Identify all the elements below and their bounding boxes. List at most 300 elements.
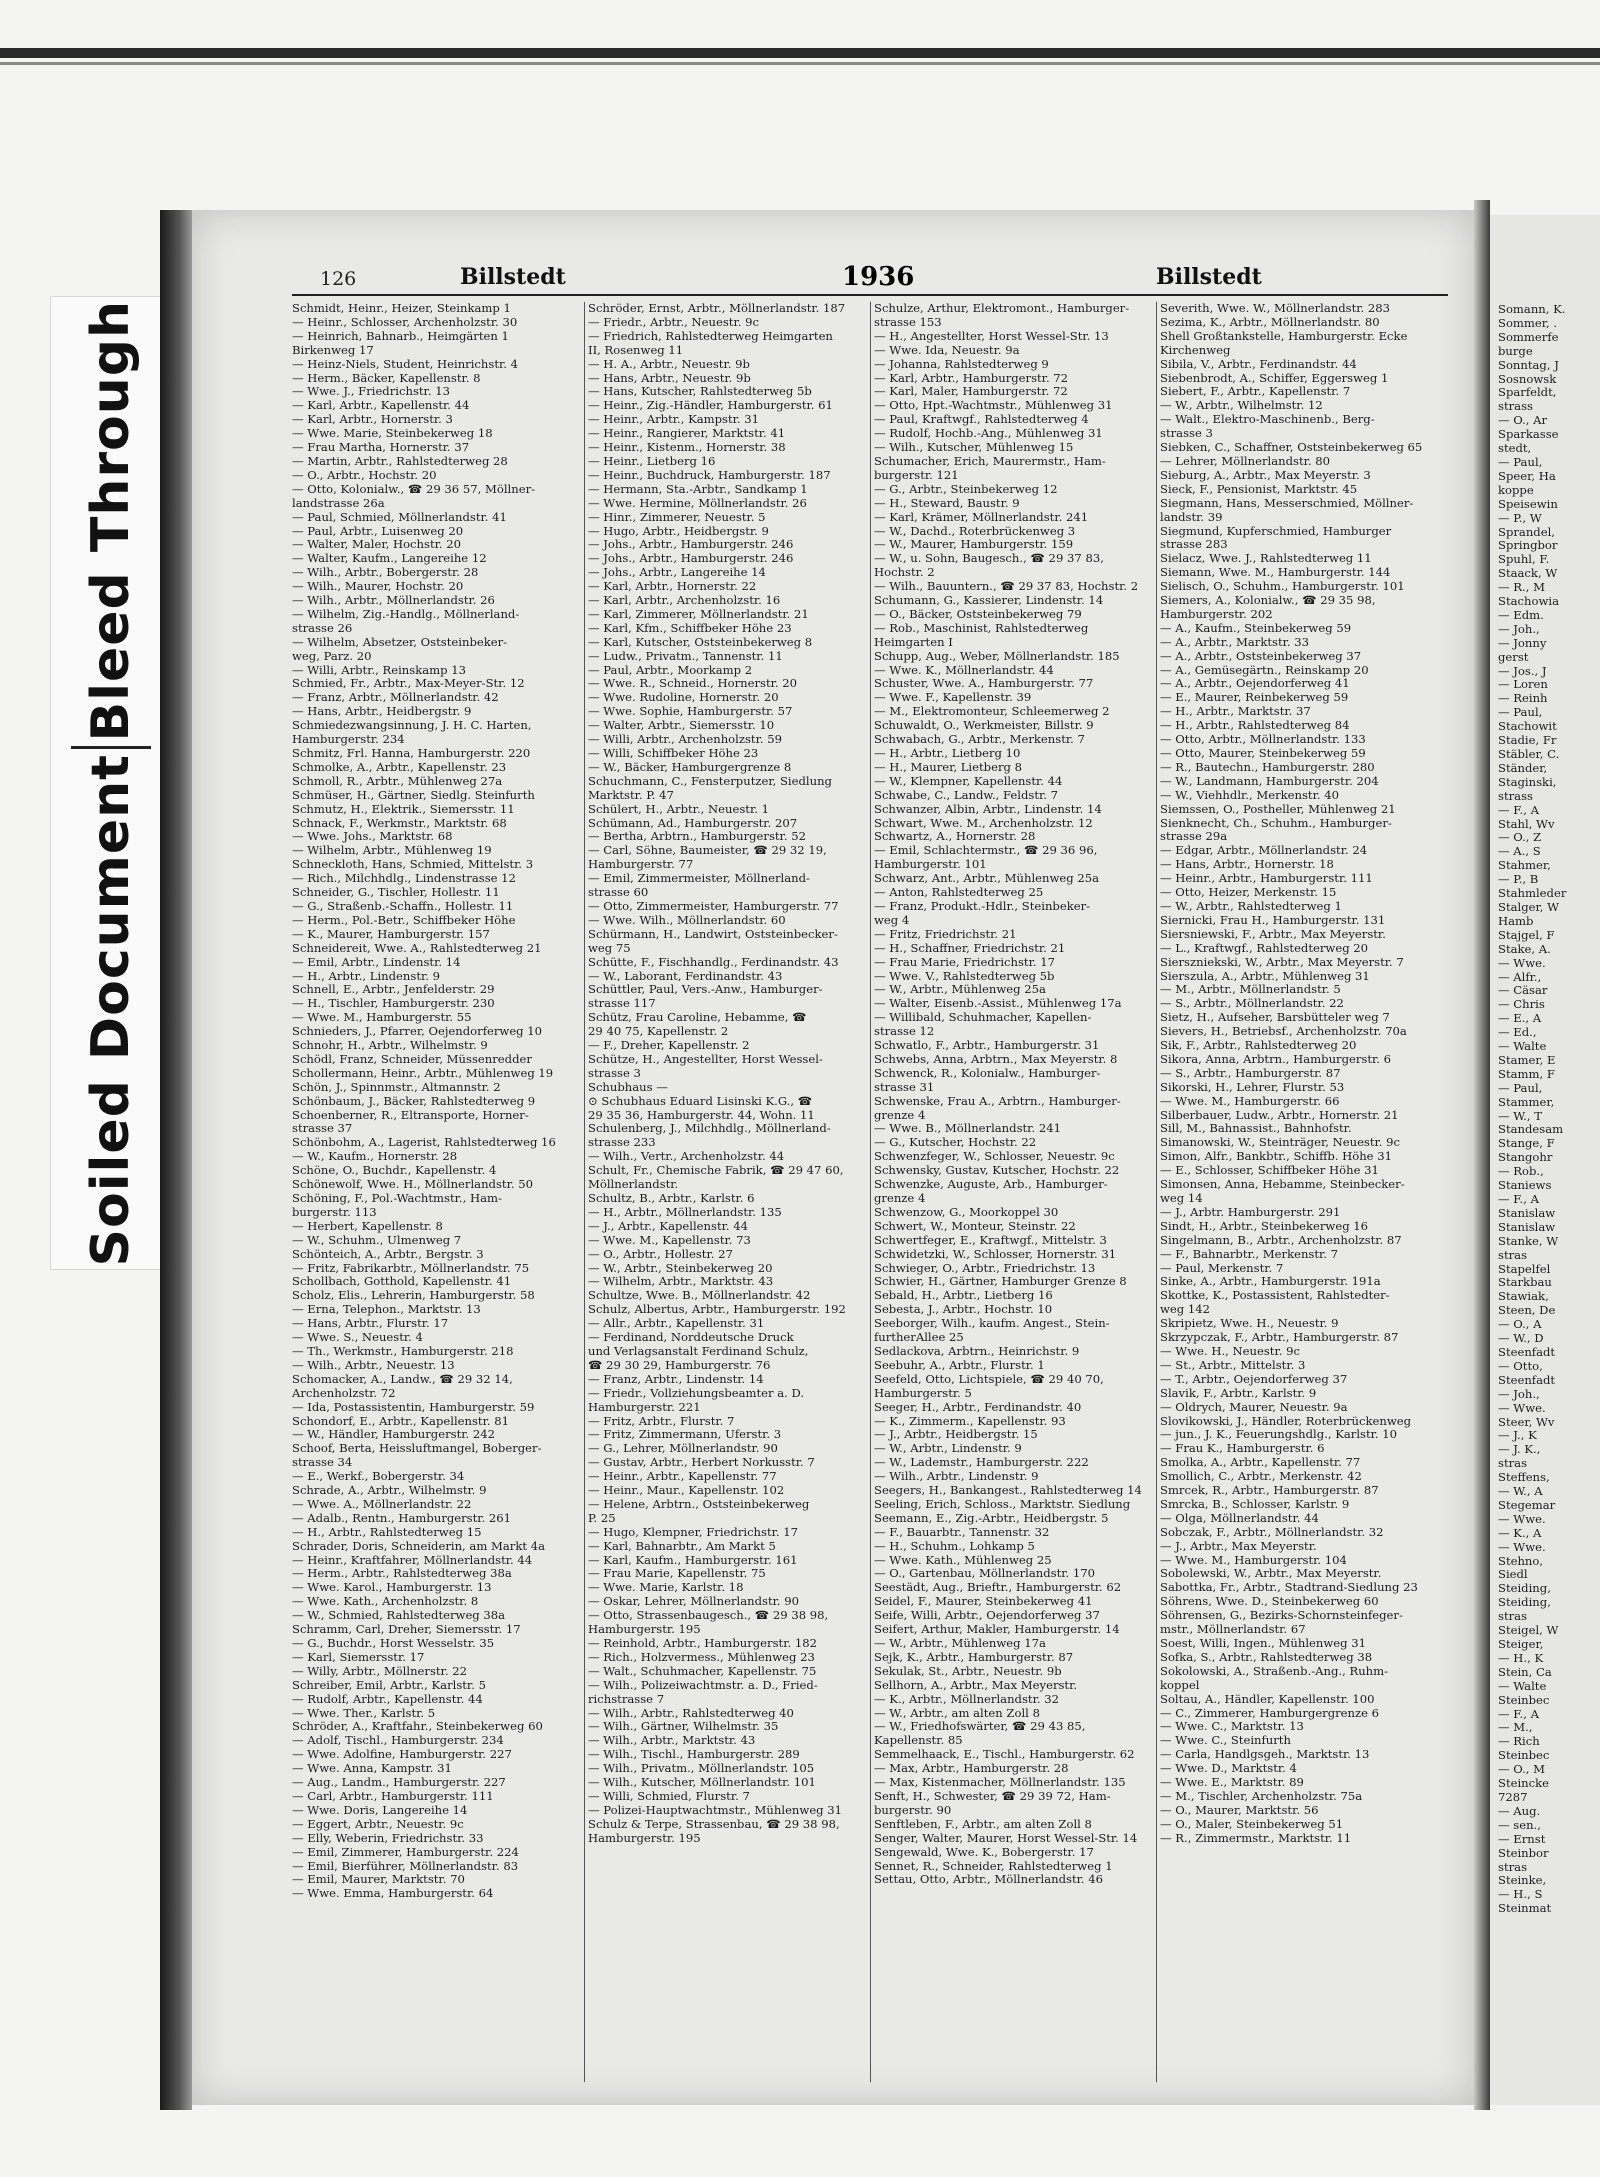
directory-entry: Schnell, E., Arbtr., Jenfelderstr. 29 [292, 983, 495, 997]
directory-entry: — G., Arbtr., Steinbekerweg 12 [874, 482, 1058, 496]
directory-entry: — Walter, Arbtr., Siemersstr. 10 [588, 719, 775, 733]
directory-entry: — jun., J. K., Feuerungshdlg., Karlstr. 10 [1160, 1428, 1398, 1442]
directory-column-4 [1160, 302, 1450, 2092]
directory-entry: — W., Dachd., Roterbrückenweg 3 [874, 524, 1076, 538]
directory-entry: Schubhaus — [588, 1080, 668, 1094]
directory-entry: Schmidt, Heinr., Heizer, Steinkamp 1 [292, 302, 511, 315]
directory-entry: Seife, Willi, Arbtr., Oejendorferweg 37 [874, 1609, 1100, 1623]
directory-entry: Stange, F [1498, 1136, 1555, 1151]
directory-entry: — H., Arbtr., Lindenstr. 9 [292, 969, 441, 983]
directory-entry: — Johs., Arbtr., Hamburgerstr. 246 [588, 538, 794, 552]
directory-entry: Schuchmann, C., Fensterputzer, Siedlung [588, 774, 832, 788]
directory-entry: — P., B [1498, 872, 1539, 887]
directory-entry: Silberbauer, Ludw., Arbtr., Hornerstr. 21 [1160, 1108, 1399, 1122]
directory-entry: Stachowit [1498, 719, 1557, 734]
directory-entry: Stahmleder [1498, 886, 1567, 901]
directory-entry: Schwier, H., Gärtner, Hamburger Grenze 8 [874, 1275, 1127, 1289]
directory-entry: Siersniewski, F., Arbtr., Max Meyerstr. [1160, 927, 1386, 941]
directory-entry: — Wwe. M., Hamburgerstr. 104 [1160, 1553, 1347, 1567]
directory-entry: — J. K., [1498, 1442, 1541, 1457]
directory-entry: — Walt., Schuhmacher, Kapellenstr. 75 [588, 1664, 817, 1678]
directory-entry: Hamb [1498, 913, 1534, 928]
directory-entry: — G., Buchdr., Horst Wesselstr. 35 [292, 1637, 495, 1650]
directory-entry: — J., Arbtr., Heidbergstr. 15 [874, 1428, 1038, 1442]
directory-entry: Staack, W [1498, 566, 1558, 581]
directory-entry: burgerstr. 113 [292, 1205, 377, 1219]
directory-entry: Schwatlo, F., Arbtr., Hamburgerstr. 31 [874, 1039, 1100, 1053]
directory-entry: Singelmann, B., Arbtr., Archenholzstr. 87 [1160, 1233, 1402, 1247]
directory-entry: strasse 60 [588, 886, 649, 900]
directory-entry: — Wwe. Karol., Hamburgerstr. 13 [292, 1581, 492, 1595]
directory-page [192, 210, 1474, 2105]
directory-entry: — Wwe. M., Hamburgerstr. 55 [292, 1011, 472, 1025]
facing-page-fragment [1490, 215, 1600, 2105]
directory-entry: — O., Z [1498, 830, 1542, 845]
directory-entry: Spuhl, F. [1498, 552, 1550, 567]
directory-entry: — Adolf, Tischl., Hamburgerstr. 234 [292, 1734, 504, 1748]
directory-entry: — Eggert, Arbtr., Neuestr. 9c [292, 1817, 464, 1831]
directory-entry: — F., Bauarbtr., Tannenstr. 32 [874, 1525, 1050, 1539]
directory-entry: Steincke [1498, 1776, 1550, 1791]
directory-entry: Stanke, W [1498, 1233, 1559, 1248]
directory-entry: — Hans, Arbtr., Flurstr. 17 [292, 1317, 449, 1331]
directory-entry: — Paul, Arbtr., Luisenweg 20 [292, 524, 464, 538]
directory-entry: — Wwe. Adolfine, Hamburgerstr. 227 [292, 1748, 512, 1762]
directory-entry: stras [1498, 1247, 1528, 1262]
directory-entry: — E., Schlosser, Schiffbeker Höhe 31 [1160, 1164, 1379, 1178]
directory-entry: — Karl, Arbtr., Hornerstr. 22 [588, 580, 757, 594]
directory-entry: — Hans, Arbtr., Hornerstr. 18 [1160, 858, 1334, 872]
directory-entry: — Allr., Arbtr., Kapellenstr. 31 [588, 1317, 765, 1331]
directory-entry: — Wwe. K., Möllnerlandstr. 44 [874, 663, 1054, 677]
directory-entry: Schwabe, C., Landw., Feldstr. 7 [874, 788, 1059, 802]
directory-entry: Siebenbrodt, A., Schiffer, Eggersweg 1 [1160, 371, 1389, 385]
directory-entry: Senft, H., Schwester, ☎ 29 39 72, Ham- [874, 1789, 1111, 1803]
directory-entry: Schwidetzki, W., Schlosser, Hornerstr. 31 [874, 1247, 1117, 1261]
directory-entry: — O., Maler, Steinbekerweg 51 [1160, 1817, 1344, 1831]
directory-entry: — Otto, Maurer, Steinbekerweg 59 [1160, 747, 1366, 760]
directory-entry: Schmitz, Frl. Hanna, Hamburgerstr. 220 [292, 747, 531, 760]
directory-entry: — Wwe. Wilh., Möllnerlandstr. 60 [588, 913, 786, 927]
directory-entry: — Wilh., Arbtr., Bobergerstr. 28 [292, 566, 479, 580]
directory-entry: — Herm., Bäcker, Kapellenstr. 8 [292, 371, 481, 385]
directory-entry: Smolka, A., Arbtr., Kapellenstr. 77 [1160, 1456, 1361, 1470]
directory-entry: — Erna, Telephon., Marktstr. 13 [292, 1303, 481, 1317]
directory-entry: Sellhorn, A., Arbtr., Max Meyerstr. [874, 1678, 1078, 1692]
directory-entry: — Wilh., Arbtr., Lindenstr. 9 [874, 1470, 1039, 1484]
directory-entry: — F., A [1498, 1706, 1539, 1721]
directory-entry: Sielisch, O., Schuhm., Hamburgerstr. 101 [1160, 580, 1405, 594]
directory-entry: — Wwe. Kath., Archenholzstr. 8 [292, 1595, 479, 1609]
directory-entry: — F., A [1498, 802, 1539, 817]
directory-entry: — Walter, Maler, Hochstr. 20 [292, 538, 462, 552]
directory-entry: Schneidereit, Wwe. A., Rahlstedterweg 21 [292, 941, 542, 955]
directory-entry: — W., Friedhofswärter, ☎ 29 43 85, [874, 1720, 1086, 1734]
directory-entry: — Wilh., Arbtr., Marktstr. 43 [588, 1734, 756, 1748]
directory-entry: Sill, M., Bahnassist., Bahnhofstr. [1160, 1122, 1352, 1136]
directory-entry: — Jonny [1498, 635, 1547, 650]
directory-entry: Hamburgerstr. 77 [588, 858, 694, 872]
directory-entry: — W., Arbtr., Mühlenweg 25a [874, 983, 1046, 997]
directory-entry: Kirchenweg [1160, 343, 1231, 357]
directory-entry: Schmoll, R., Arbtr., Mühlenweg 27a [292, 774, 503, 788]
directory-entry: Schuwaldt, O., Werkmeister, Billstr. 9 [874, 719, 1094, 733]
directory-entry: Settau, Otto, Arbtr., Möllnerlandstr. 46 [874, 1873, 1104, 1887]
directory-entry: Stapelfel [1498, 1261, 1551, 1276]
directory-entry: — Joh., [1498, 1386, 1540, 1401]
directory-entry: Schwabach, G., Arbtr., Merkenstr. 7 [874, 733, 1085, 747]
directory-entry: — Walt., Elektro-Maschinenb., Berg- [1160, 413, 1375, 427]
directory-entry: furtherAllee 25 [874, 1331, 964, 1345]
directory-entry: Sibila, V., Arbtr., Ferdinandstr. 44 [1160, 357, 1357, 371]
directory-entry: — A., Gemüsegärtn., Reinskamp 20 [1160, 663, 1369, 677]
directory-entry: — Herbert, Kapellenstr. 8 [292, 1219, 443, 1233]
directory-entry: — A., Arbtr., Marktstr. 33 [1160, 635, 1310, 649]
directory-entry: Schmolke, A., Arbtr., Kapellenstr. 23 [292, 760, 507, 774]
directory-entry: Steiding, [1498, 1581, 1551, 1596]
directory-entry: Sparkasse [1498, 427, 1559, 442]
directory-entry: grenze 4 [874, 1108, 926, 1122]
directory-entry: — O., M [1498, 1762, 1546, 1777]
directory-entry: — Rich [1498, 1734, 1540, 1749]
directory-entry: — Paul, Arbtr., Moorkamp 2 [588, 663, 753, 677]
directory-entry: — W., u. Sohn, Baugesch., ☎ 29 37 83, [874, 552, 1104, 566]
directory-entry: ⊙ Schubhaus Eduard Lisinski K.G., ☎ [588, 1094, 813, 1108]
directory-entry: Stachowia [1498, 594, 1559, 609]
directory-entry: Sebald, H., Arbtr., Lietberg 16 [874, 1289, 1053, 1303]
directory-entry: Staginski, [1498, 774, 1557, 789]
directory-entry: strasse 26 [292, 621, 353, 635]
directory-entry: strass [1498, 788, 1533, 803]
directory-entry: Senftleben, F., Arbtr., am alten Zoll 8 [874, 1817, 1092, 1831]
directory-entry: Schürmann, H., Landwirt, Oststeinbecker- [588, 927, 838, 941]
directory-entry: strasse 34 [292, 1456, 353, 1470]
directory-entry: — Olga, Möllnerlandstr. 44 [1160, 1511, 1319, 1525]
header-year: 1936 [842, 262, 915, 292]
directory-entry: burgerstr. 121 [874, 468, 959, 482]
directory-entry: Schmutz, H., Elektrik., Siemersstr. 11 [292, 802, 515, 816]
directory-entry: Staniews [1498, 1178, 1552, 1193]
directory-entry: Schreiber, Emil, Arbtr., Karlstr. 5 [292, 1678, 486, 1692]
directory-entry: — Rudolf, Arbtr., Kapellenstr. 44 [292, 1692, 483, 1706]
directory-entry: Sebesta, J., Arbtr., Hochstr. 10 [874, 1303, 1053, 1317]
directory-entry: — W., Schuhm., Ulmenweg 7 [292, 1233, 462, 1247]
directory-entry: Schneider, G., Tischler, Hollestr. 11 [292, 886, 500, 900]
directory-entry: — Rob., [1498, 1164, 1544, 1179]
directory-entry: — K., Arbtr., Möllnerlandstr. 32 [874, 1692, 1059, 1706]
directory-entry: — H., Arbtr., Lietberg 10 [874, 747, 1021, 760]
directory-entry: — St., Arbtr., Mittelstr. 3 [1160, 1358, 1306, 1372]
directory-entry: Sommer, . [1498, 315, 1558, 330]
scan-top-border-thin [0, 62, 1600, 65]
directory-entry: — H., K [1498, 1650, 1544, 1665]
directory-entry: — Franz, Arbtr., Möllnerlandstr. 42 [292, 691, 499, 705]
directory-entry: Schomacker, A., Landw., ☎ 29 32 14, [292, 1372, 513, 1386]
directory-entry: stras [1498, 1609, 1528, 1624]
directory-entry: — Ernst [1498, 1831, 1546, 1846]
directory-entry: — Wilh., Tischl., Hamburgerstr. 289 [588, 1748, 800, 1762]
directory-entry: — Wwe. Kath., Mühlenweg 25 [874, 1553, 1052, 1567]
directory-entry: Schuster, Wwe. A., Hamburgerstr. 77 [874, 677, 1094, 691]
directory-entry: Sezima, K., Arbtr., Möllnerlandstr. 80 [1160, 315, 1380, 329]
directory-entry: strasse 31 [874, 1080, 935, 1094]
stamp-label-bleed-through: Bleed Through [81, 299, 141, 741]
directory-entry: — Wwe. Ida, Neuestr. 9a [874, 343, 1020, 357]
directory-entry: Steinke, [1498, 1873, 1547, 1888]
directory-entry: — Heinz-Niels, Student, Heinrichstr. 4 [292, 357, 519, 371]
directory-entry: — Emil, Maurer, Marktstr. 70 [292, 1873, 465, 1887]
directory-entry: Sengewald, Wwe. K., Bobergerstr. 17 [874, 1845, 1094, 1859]
directory-entry: — E., A [1498, 1011, 1542, 1026]
directory-entry: — Wwe. S., Neuestr. 4 [292, 1331, 423, 1345]
directory-entry: — Willi, Schiffbeker Höhe 23 [588, 747, 759, 760]
directory-entry: — Wilhelm, Absetzer, Oststeinbeker- [292, 635, 508, 649]
header-city-left: Billstedt [460, 264, 566, 290]
directory-entry: Steenfadt [1498, 1344, 1556, 1359]
directory-entry: — Willi, Arbtr., Archenholzstr. 59 [588, 733, 782, 747]
directory-entry: Sekulak, St., Arbtr., Neuestr. 9b [874, 1664, 1062, 1678]
directory-entry: — G., Straßenb.-Schaffn., Hollestr. 11 [292, 899, 514, 913]
directory-entry: — Wilhelm, Arbtr., Marktstr. 43 [588, 1275, 774, 1289]
directory-entry: Schwenske, Frau A., Arbtrn., Hamburger- [874, 1094, 1121, 1108]
directory-entry: — K., Maurer, Hamburgerstr. 157 [292, 927, 490, 941]
directory-entry: Speisewin [1498, 496, 1558, 511]
directory-entry: — F., Dreher, Kapellenstr. 2 [588, 1039, 750, 1053]
directory-entry: — Th., Werkmstr., Hamburgerstr. 218 [292, 1344, 514, 1358]
directory-entry: Simonsen, Anna, Hebamme, Steinbecker- [1160, 1178, 1405, 1192]
directory-entry: Sommerfe [1498, 329, 1559, 344]
directory-entry: — Wwe. C., Marktstr. 13 [1160, 1720, 1304, 1734]
directory-entry: — C., Zimmerer, Hamburgergrenze 6 [1160, 1706, 1380, 1720]
directory-entry: — Karl, Krämer, Möllnerlandstr. 241 [874, 510, 1089, 524]
directory-entry: — Wwe. E., Marktstr. 89 [1160, 1776, 1304, 1790]
directory-entry: Sietz, H., Aufseher, Barsbütteler weg 7 [1160, 1011, 1390, 1025]
directory-entry: — Wwe. [1498, 955, 1546, 970]
directory-entry: Stangohr [1498, 1150, 1553, 1165]
directory-entry: — Frau Martha, Hornerstr. 37 [292, 441, 470, 455]
scan-top-border [0, 48, 1600, 58]
directory-entry: Schönbaum, J., Bäcker, Rahlstedterweg 9 [292, 1094, 536, 1108]
directory-entry: strasse 12 [874, 1025, 935, 1039]
directory-entry: Schütze, H., Angestellter, Horst Wessel- [588, 1052, 823, 1066]
directory-entry: — Elly, Weberin, Friedrichstr. 33 [292, 1831, 484, 1845]
directory-entry: — Wwe. C., Steinfurth [1160, 1734, 1291, 1748]
directory-entry: Steer, Wv [1498, 1414, 1555, 1429]
directory-entry: Schwartz, A., Hornerstr. 28 [874, 830, 1036, 844]
directory-entry: Sobczak, F., Arbtr., Möllnerlandstr. 32 [1160, 1525, 1384, 1539]
directory-entry: Steiding, [1498, 1595, 1551, 1610]
directory-entry: Siebken, C., Schaffner, Oststeinbekerweg 65 [1160, 441, 1423, 455]
directory-entry: Steinmat [1498, 1901, 1552, 1916]
directory-entry: Seeger, H., Arbtr., Ferdinandstr. 40 [874, 1400, 1082, 1414]
directory-entry: Sierszniekski, W., Arbtr., Max Meyerstr. 7 [1160, 955, 1404, 969]
directory-entry: — Karl, Arbtr., Hornerstr. 3 [292, 413, 453, 427]
directory-entry: — Max, Arbtr., Hamburgerstr. 28 [874, 1762, 1069, 1776]
directory-entry: — Wwe. Marie, Karlstr. 18 [588, 1581, 744, 1595]
directory-entry: Sennet, R., Schneider, Rahlstedterweg 1 [874, 1859, 1113, 1873]
directory-entry: Steinbec [1498, 1692, 1550, 1707]
directory-entry: strass [1498, 399, 1533, 414]
directory-entry: grenze 4 [874, 1192, 926, 1205]
directory-entry: Schramm, Carl, Dreher, Siemersstr. 17 [292, 1623, 521, 1637]
directory-entry: — Polizei-Hauptwachtmstr., Mühlenweg 31 [588, 1803, 843, 1817]
facing-page-column [1498, 303, 1598, 1916]
directory-entry: — Paul, [1498, 705, 1543, 720]
directory-entry: — Hugo, Klempner, Friedrichstr. 17 [588, 1525, 799, 1539]
directory-entry: Steen, De [1498, 1303, 1556, 1318]
directory-entry: Schumacher, Erich, Maurermstr., Ham- [874, 454, 1106, 468]
directory-entry: Siernicki, Frau H., Hamburgerstr. 131 [1160, 913, 1386, 927]
directory-entry: Schondorf, E., Arbtr., Kapellenstr. 81 [292, 1414, 509, 1428]
directory-entry: — O., Bäcker, Oststeinbekerweg 79 [874, 607, 1082, 621]
directory-entry: — S., Arbtr., Möllnerlandstr. 22 [1160, 997, 1344, 1011]
directory-entry: — Karl, Siemersstr. 17 [292, 1650, 425, 1664]
directory-entry: weg, Parz. 20 [292, 649, 372, 663]
directory-entry: stras [1498, 1456, 1528, 1471]
directory-entry: Schupp, Aug., Weber, Möllnerlandstr. 185 [874, 649, 1120, 663]
directory-entry: — Edm. [1498, 607, 1544, 622]
directory-entry: — Otto, Hpt.-Wachtmstr., Mühlenweg 31 [874, 399, 1113, 413]
directory-entry: — Emil, Bierführer, Möllnerlandstr. 83 [292, 1859, 519, 1873]
directory-entry: — Wilh., Privatm., Möllnerlandstr. 105 [588, 1762, 815, 1776]
directory-entry: Kapellenstr. 85 [874, 1734, 963, 1748]
directory-entry: strasse 283 [1160, 538, 1228, 552]
directory-entry: Hamburgerstr. 202 [1160, 607, 1273, 621]
directory-entry: — Hans, Arbtr., Heidbergstr. 9 [292, 705, 472, 719]
directory-entry: Ständer, [1498, 760, 1548, 775]
directory-entry: Sik, F., Arbtr., Rahlstedterweg 20 [1160, 1039, 1357, 1053]
directory-entry: Sabottka, Fr., Arbtr., Stadtrand-Siedlung 23 [1160, 1581, 1418, 1595]
directory-entry: — Hugo, Arbtr., Heidbergstr. 9 [588, 524, 769, 538]
directory-entry: — Rich., Holzvermess., Mühlenweg 23 [588, 1650, 815, 1664]
directory-entry: — Wwe. [1498, 1539, 1546, 1554]
directory-entry: — Franz, Produkt.-Hdlr., Steinbeker- [874, 899, 1091, 913]
directory-entry: — Wwe. Doris, Langereihe 14 [292, 1803, 468, 1817]
directory-entry: Sonntag, J [1498, 357, 1559, 372]
directory-entry: — Otto, Heizer, Merkenstr. 15 [1160, 886, 1337, 900]
directory-entry: 29 40 75, Kapellenstr. 2 [588, 1025, 729, 1039]
directory-entry: — J., Arbtr., Max Meyerstr. [1160, 1539, 1317, 1553]
directory-entry: — Aug., Landm., Hamburgerstr. 227 [292, 1776, 506, 1790]
directory-entry: — Karl, Arbtr., Archenholzstr. 16 [588, 594, 781, 608]
directory-entry: Soest, Willi, Ingen., Mühlenweg 31 [1160, 1637, 1367, 1650]
directory-entry: — Wwe. R., Schneid., Hornerstr. 20 [588, 677, 798, 691]
directory-entry: — Adalb., Rentn., Hamburgerstr. 261 [292, 1511, 512, 1525]
directory-entry: — R., Zimmermstr., Marktstr. 11 [1160, 1831, 1352, 1845]
directory-entry: Schultze, Wwe. B., Möllnerlandstr. 42 [588, 1289, 811, 1303]
directory-entry: — H., Schaffner, Friedrichstr. 21 [874, 941, 1066, 955]
directory-entry: Stanislaw [1498, 1219, 1556, 1234]
directory-entry: — W., Arbtr., Steinbekerweg 20 [588, 1261, 773, 1275]
directory-entry: — P., W [1498, 510, 1542, 525]
directory-entry: — Heinr., Lietberg 16 [588, 454, 716, 468]
directory-entry: — W., Kaufm., Hornerstr. 28 [292, 1150, 458, 1164]
directory-entry: Scholz, Elis., Lehrerin, Hamburgerstr. 58 [292, 1289, 535, 1303]
page-number: 126 [320, 268, 357, 290]
directory-entry: Siebert, F., Arbtr., Kapellenstr. 7 [1160, 385, 1351, 399]
directory-entry: Siemers, A., Kolonialw., ☎ 29 35 98, [1160, 594, 1376, 608]
directory-entry: — H., Steward, Baustr. 9 [874, 496, 1020, 510]
directory-entry: — Franz, Arbtr., Lindenstr. 14 [588, 1372, 764, 1386]
directory-entry: — Willi, Schmied, Flurstr. 7 [588, 1789, 750, 1803]
directory-entry: — Carl, Arbtr., Hamburgerstr. 111 [292, 1789, 494, 1803]
directory-entry: — Karl, Zimmerer, Möllnerlandstr. 21 [588, 607, 809, 621]
directory-entry: — M., Elektromonteur, Schleemerweg 2 [874, 705, 1110, 719]
directory-entry: Steiger, [1498, 1637, 1544, 1651]
directory-entry: Sprandel, [1498, 524, 1555, 539]
directory-entry: Sieck, F., Pensionist, Marktstr. 45 [1160, 482, 1358, 496]
directory-entry: — W., Maurer, Hamburgerstr. 159 [874, 538, 1074, 552]
directory-entry: Somann, K. [1498, 303, 1566, 316]
directory-entry: — Friedrich, Rahlstedterweg Heimgarten [588, 329, 833, 343]
directory-column-3 [874, 302, 1164, 2092]
directory-entry: — Wwe. [1498, 1511, 1546, 1526]
directory-entry: Stäbler, C. [1498, 747, 1560, 761]
directory-entry: — Rich., Milchhdlg., Lindenstrasse 12 [292, 872, 516, 886]
directory-entry: Stadie, Fr [1498, 733, 1557, 748]
directory-entry: — A., Arbtr., Oejendorferweg 41 [1160, 677, 1350, 691]
directory-entry: Sedlackova, Arbtrn., Heinrichstr. 9 [874, 1344, 1080, 1358]
directory-entry: — Johs., Arbtr., Hamburgerstr. 246 [588, 552, 794, 566]
directory-entry: P. 25 [588, 1511, 616, 1525]
directory-entry: Stamm, F [1498, 1066, 1555, 1081]
directory-entry: Seeborger, Wilh., kaufm. Angest., Stein- [874, 1317, 1110, 1331]
directory-entry: — Hinr., Zimmerer, Neuestr. 5 [588, 510, 766, 524]
directory-entry: — Karl, Kaufm., Hamburgerstr. 161 [588, 1553, 798, 1567]
directory-entry: — Hans, Kutscher, Rahlstedterweg 5b [588, 385, 812, 399]
directory-entry: — H., Arbtr., Marktstr. 37 [1160, 705, 1311, 719]
directory-entry: Stalger, W [1498, 899, 1560, 914]
directory-entry: Siedl [1498, 1567, 1528, 1582]
directory-entry: — W., Arbtr., Lindenstr. 9 [874, 1442, 1022, 1456]
directory-entry: strasse 3 [1160, 427, 1213, 441]
directory-entry: — Alfr., [1498, 969, 1542, 984]
directory-entry: — Heinr., Zig.-Händler, Hamburgerstr. 61 [588, 399, 833, 413]
directory-entry: — sen., [1498, 1817, 1541, 1832]
directory-entry: ☎ 29 30 29, Hamburgerstr. 76 [588, 1358, 771, 1372]
directory-entry: weg 75 [588, 941, 631, 955]
directory-entry: Stahmer, [1498, 858, 1551, 873]
directory-entry: — A., Kaufm., Steinbekerweg 59 [1160, 621, 1352, 635]
directory-entry: strasse 3 [588, 1066, 641, 1080]
directory-entry: — A., Arbtr., Oststeinbekerweg 37 [1160, 649, 1362, 663]
directory-entry: Schüttler, Paul, Vers.-Anw., Hamburger- [588, 983, 823, 997]
directory-entry: — Wwe. Anna, Kampstr. 31 [292, 1762, 452, 1776]
directory-entry: — Walter, Kaufm., Langereihe 12 [292, 552, 487, 566]
directory-entry: — W., Arbtr., Mühlenweg 17a [874, 1637, 1046, 1650]
directory-entry: — Wwe. Ther., Karlstr. 5 [292, 1706, 436, 1720]
directory-entry: koppel [1160, 1678, 1200, 1692]
directory-entry: Smrcka, B., Schlosser, Karlstr. 9 [1160, 1497, 1350, 1511]
directory-entry: weg 4 [874, 913, 910, 927]
directory-entry: — J., K [1498, 1428, 1537, 1443]
directory-entry: — Wwe. H., Neuestr. 9c [1160, 1344, 1300, 1358]
directory-entry: Simon, Alfr., Bankbtr., Schiffb. Höhe 31 [1160, 1150, 1392, 1164]
directory-entry: — Karl, Bahnarbtr., Am Markt 5 [588, 1539, 776, 1553]
directory-entry: — Heinr., Kraftfahrer, Möllnerlandstr. 44 [292, 1553, 533, 1567]
directory-entry: — Wilh., Arbtr., Neuestr. 13 [292, 1358, 455, 1372]
directory-entry: — Wwe. Emma, Hamburgerstr. 64 [292, 1887, 494, 1901]
directory-entry: — H., Arbtr., Möllnerlandstr. 135 [588, 1205, 782, 1219]
directory-entry: Smrcek, R., Arbtr., Hamburgerstr. 87 [1160, 1484, 1379, 1498]
directory-entry: — O., A [1498, 1317, 1542, 1332]
directory-entry: — O., Arbtr., Hochstr. 20 [292, 468, 437, 482]
directory-entry: — Wilh., Bauuntern., ☎ 29 37 83, Hochstr. 2 [874, 580, 1139, 594]
directory-entry: Schönbohm, A., Lagerist, Rahlstedterweg 16 [292, 1136, 556, 1150]
directory-entry: Steinbor [1498, 1845, 1549, 1860]
directory-entry: — R., M [1498, 580, 1545, 595]
directory-entry: Schümann, Ad., Hamburgerstr. 207 [588, 816, 798, 830]
